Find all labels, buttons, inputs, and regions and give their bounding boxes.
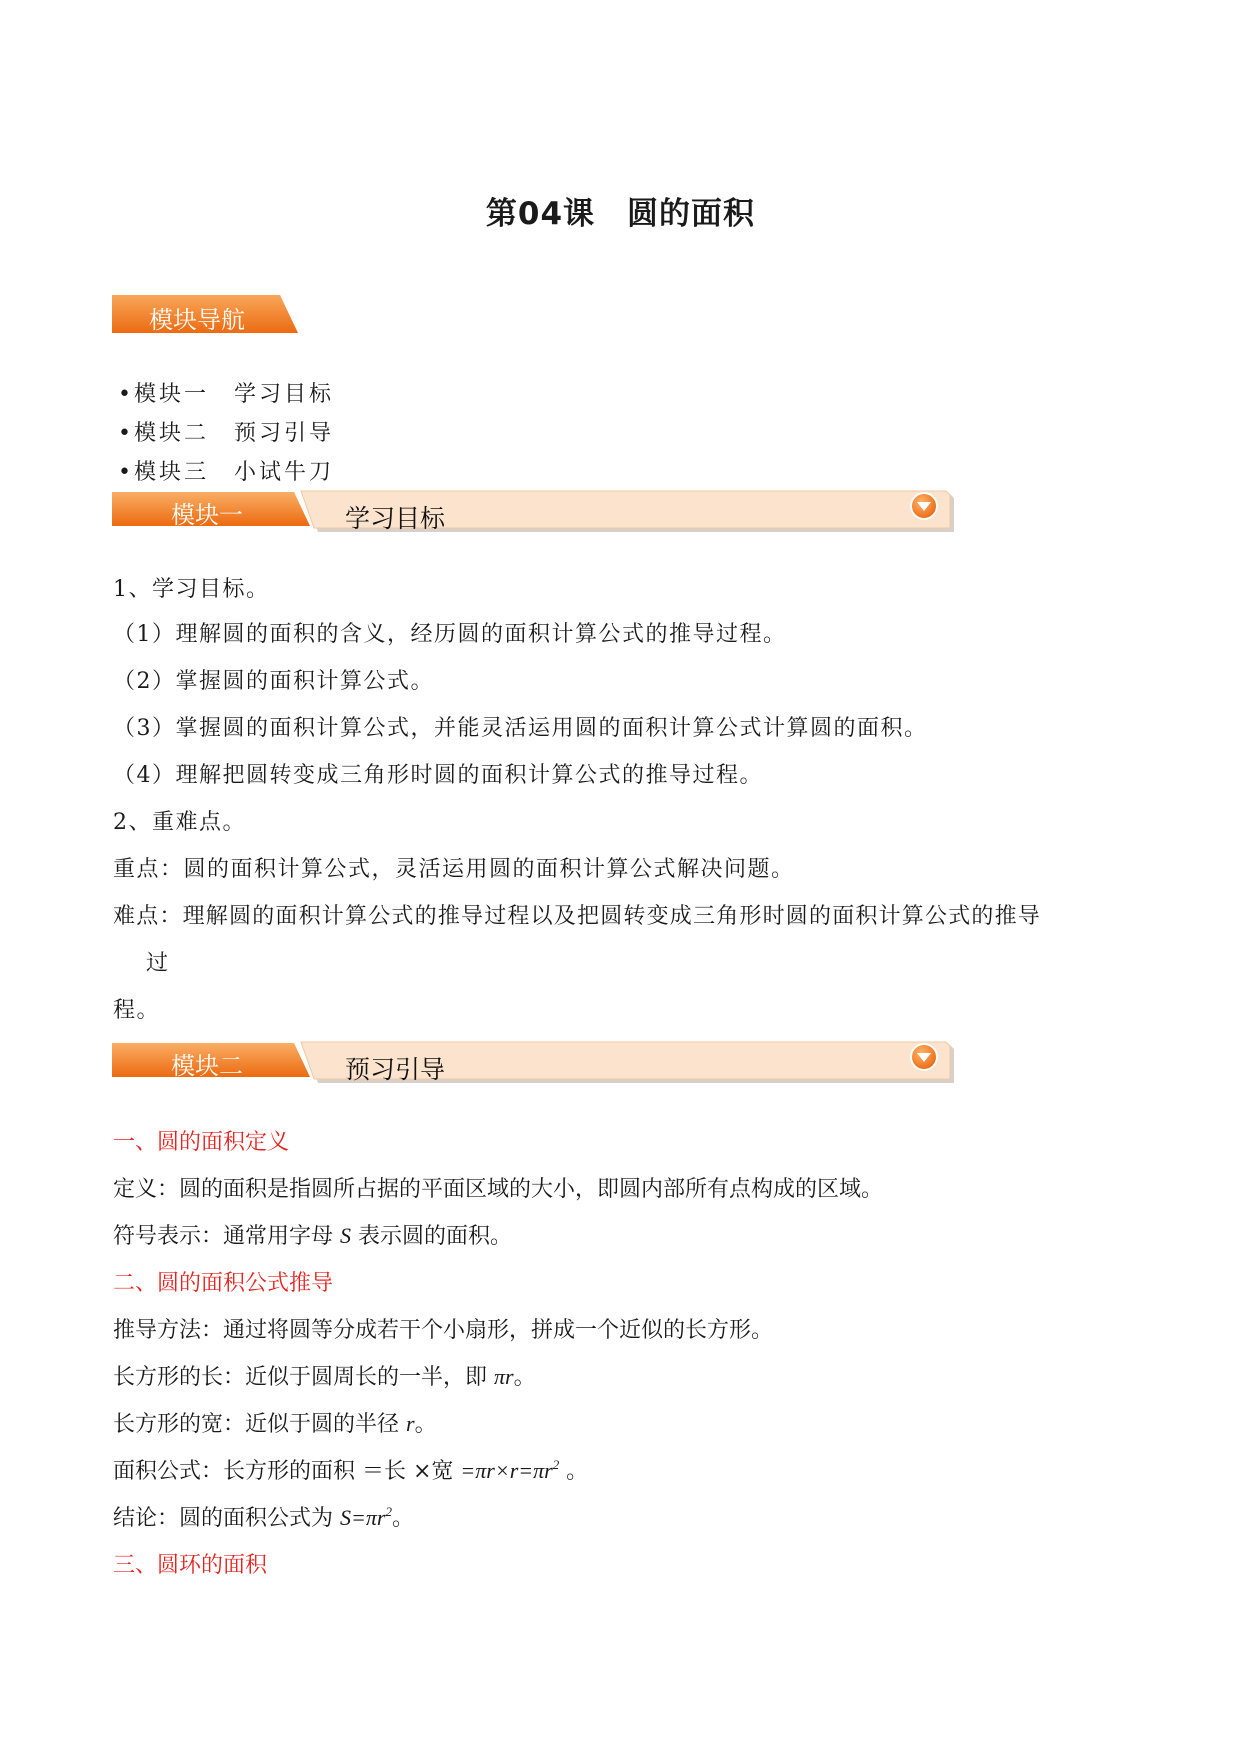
- area-math: =πr×r=πr: [460, 1458, 553, 1483]
- goal-item-1: （1）理解圆的面积的含义，经历圆的面积计算公式的推导过程。: [113, 622, 787, 647]
- goal-item-4: （4）理解把圆转变成三角形时圆的面积计算公式的推导过程。: [113, 763, 763, 788]
- length-line-suffix: 。: [513, 1365, 536, 1390]
- width-line-prefix: 长方形的宽：近似于圆的半径: [113, 1412, 406, 1437]
- difficult-point-line: 难点：理解圆的面积计算公式的推导过程以及把圆转变成三角形时圆的面积计算公式的推导: [113, 904, 1042, 929]
- area-exponent: 2: [552, 1457, 560, 1472]
- module-nav-tab: [112, 295, 300, 333]
- module2-section-title: 预习引导: [345, 1055, 446, 1084]
- module1-header: [112, 490, 957, 538]
- length-math: πr: [494, 1364, 514, 1389]
- module1-label: 模块一: [171, 501, 243, 529]
- page-title: 第04课 圆的面积: [485, 196, 756, 232]
- symbol-line-prefix: 符号表示：通常用字母: [113, 1224, 340, 1249]
- nav-item-module-3[interactable]: •模块三 小试牛刀: [118, 460, 334, 485]
- module1-section-title: 学习目标: [345, 504, 446, 533]
- area-line-suffix: 。: [559, 1459, 589, 1484]
- symbol-var: S: [340, 1223, 351, 1248]
- conclusion-line-prefix: 结论：圆的面积公式为: [113, 1506, 340, 1531]
- heading-annulus: 三、圆环的面积: [113, 1553, 268, 1578]
- conclusion-line-suffix: 。: [391, 1506, 414, 1531]
- conclusion-exponent: 2: [385, 1504, 392, 1519]
- difficult-point-wrap-2: 程。: [113, 998, 161, 1023]
- width-math: r: [406, 1411, 415, 1436]
- conclusion-math: S=πr: [340, 1505, 386, 1530]
- definition-line: 定义：圆的面积是指圆所占据的平面区域的大小，即圆内部所有点构成的区域。: [113, 1177, 884, 1202]
- module2-label: 模块二: [171, 1052, 243, 1080]
- heading-derivation: 二、圆的面积公式推导: [113, 1271, 334, 1296]
- key-point-line: 重点：圆的面积计算公式，灵活运用圆的面积计算公式解决问题。: [113, 857, 795, 882]
- method-line: 推导方法：通过将圆等分成若干个小扇形，拼成一个近似的长方形。: [113, 1318, 774, 1343]
- difficult-point-wrap-1: 过: [146, 951, 170, 976]
- length-line-prefix: 长方形的长：近似于圆周长的一半，即: [113, 1365, 494, 1390]
- width-line: [113, 1407, 437, 1438]
- symbol-line-suffix: 表示圆的面积。: [351, 1224, 512, 1249]
- width-line-suffix: 。: [414, 1412, 437, 1437]
- heading-definition: 一、圆的面积定义: [113, 1130, 290, 1155]
- area-formula-line: [113, 1454, 588, 1485]
- area-line-prefix: 面积公式：长方形的面积 ＝长 ×宽: [113, 1459, 461, 1484]
- goal-item-3: （3）掌握圆的面积计算公式，并能灵活运用圆的面积计算公式计算圆的面积。: [113, 716, 928, 741]
- symbol-line: [113, 1219, 512, 1250]
- key-points-heading: 2、重难点。: [113, 810, 246, 835]
- module-nav-list: [118, 375, 334, 492]
- nav-item-module-1[interactable]: •模块一 学习目标: [118, 382, 334, 407]
- conclusion-line: [113, 1501, 414, 1532]
- length-line: [113, 1360, 536, 1391]
- nav-item-module-2[interactable]: •模块二 预习引导: [118, 421, 334, 446]
- goal-heading: 1、学习目标。: [113, 577, 270, 602]
- nav-tab-label: 模块导航: [149, 306, 245, 334]
- goal-item-2: （2）掌握圆的面积计算公式。: [113, 669, 434, 694]
- module2-header: [112, 1041, 957, 1089]
